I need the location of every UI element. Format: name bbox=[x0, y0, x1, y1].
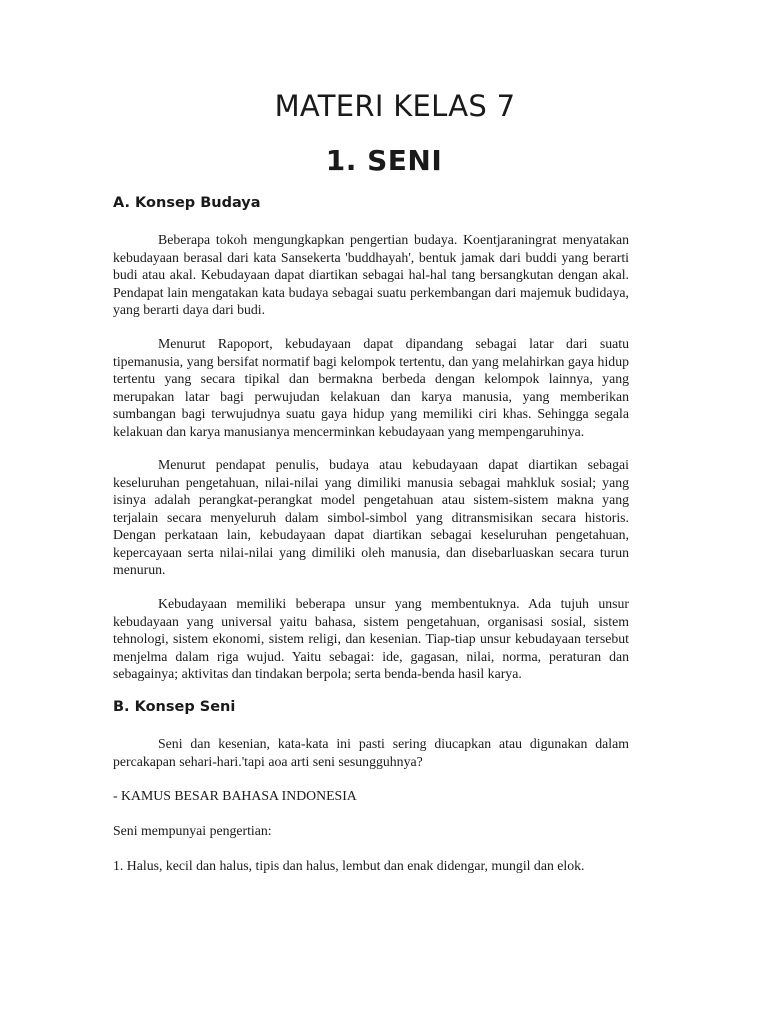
section-a-paragraph-3: Menurut pendapat penulis, budaya atau kebudayaan dapat diartikan sebagai keseluruhan pengetahuan, nilai-nilai yang dimiliki manusia sebagai mahkluk sosial; yang isinya adalah perangkat-perangkat model pengetahuan atau sistem-sistem makna yang terjalain secara menyeluruh dalam simbol-simbol yang ditransmisikan secara historis. Dengan perkataan lain, kebudayaan dapat diartikan sebagai keseluruhan pengetahuan, kepercayaan serta nilai-nilai yang dimiliki oleh manusia, dan disebarluaskan secara turun menurun. bbox=[113, 457, 629, 577]
kamus-label: - KAMUS BESAR BAHASA INDONESIA bbox=[113, 788, 357, 803]
section-b-paragraph: Seni dan kesenian, kata-kata ini pasti sering diucapkan atau digunakan dalam percakapan sehari-hari.'tapi aoa arti seni sesungguhnya? bbox=[113, 736, 629, 769]
document-title: MATERI KELAS 7 bbox=[274, 89, 516, 123]
section-a-paragraph-4: Kebudayaan memiliki beberapa unsur yang membentuknya. Ada tujuh unsur kebudayaan yang universal yaitu bahasa, sistem pengetahuan, organisasi sosial, sistem tehnologi, sistem ekonomi, sistem religi, dan kesenian. Tiap-tiap unsur kebudayaan tersebut menjelma dalam riga wujud. Yaitu sebagai: ide, gagasan, nilai, norma, peraturan dan sebagainya; aktivitas dan tindakan berpola; serta benda-benda hasil karya. bbox=[113, 596, 629, 681]
definition-item-1: 1. Halus, kecil dan halus, tipis dan halus, lembut dan enak didengar, mungil dan elok. bbox=[113, 858, 585, 873]
definition-intro: Seni mempunyai pengertian: bbox=[113, 823, 272, 838]
section-a-paragraph-1: Beberapa tokoh mengungkapkan pengertian budaya. Koentjaraningrat menyatakan kebudayaan berasal dari kata Sansekerta 'buddhayah', bentuk jamak dari buddi yang berarti budi atau akal. Kebudayaan dapat diartikan sebagai hal-hal tang bersangkutan dengan akal. Pendapat lain mengatakan kata budaya sebagai suatu perkembangan dari majemuk budidaya, yang berarti daya dari budi. bbox=[113, 232, 629, 317]
section-a-paragraph-2: Menurut Rapoport, kebudayaan dapat dipandang sebagai latar dari suatu tipemanusia, yang bersifat normatif bagi kelompok tertentu, dan yang melahirkan gaya hidup tertentu yang secara tipikal dan bermakna berbeda dengan kelompok lainnya, yang merupakan latar bagi perwujudan kelakuan dan karya manusia, yang memberikan sumbangan bagi terwujudnya suatu gaya hidup yang memiliki ciri khas. Sehingga segala kelakuan dan karya manusianya mencerminkan kebudayaan yang mempengaruhinya. bbox=[113, 336, 629, 439]
section-a-heading: A. Konsep Budaya bbox=[113, 195, 261, 211]
document-subtitle: 1. SENI bbox=[325, 144, 443, 177]
section-b-heading: B. Konsep Seni bbox=[113, 699, 236, 715]
